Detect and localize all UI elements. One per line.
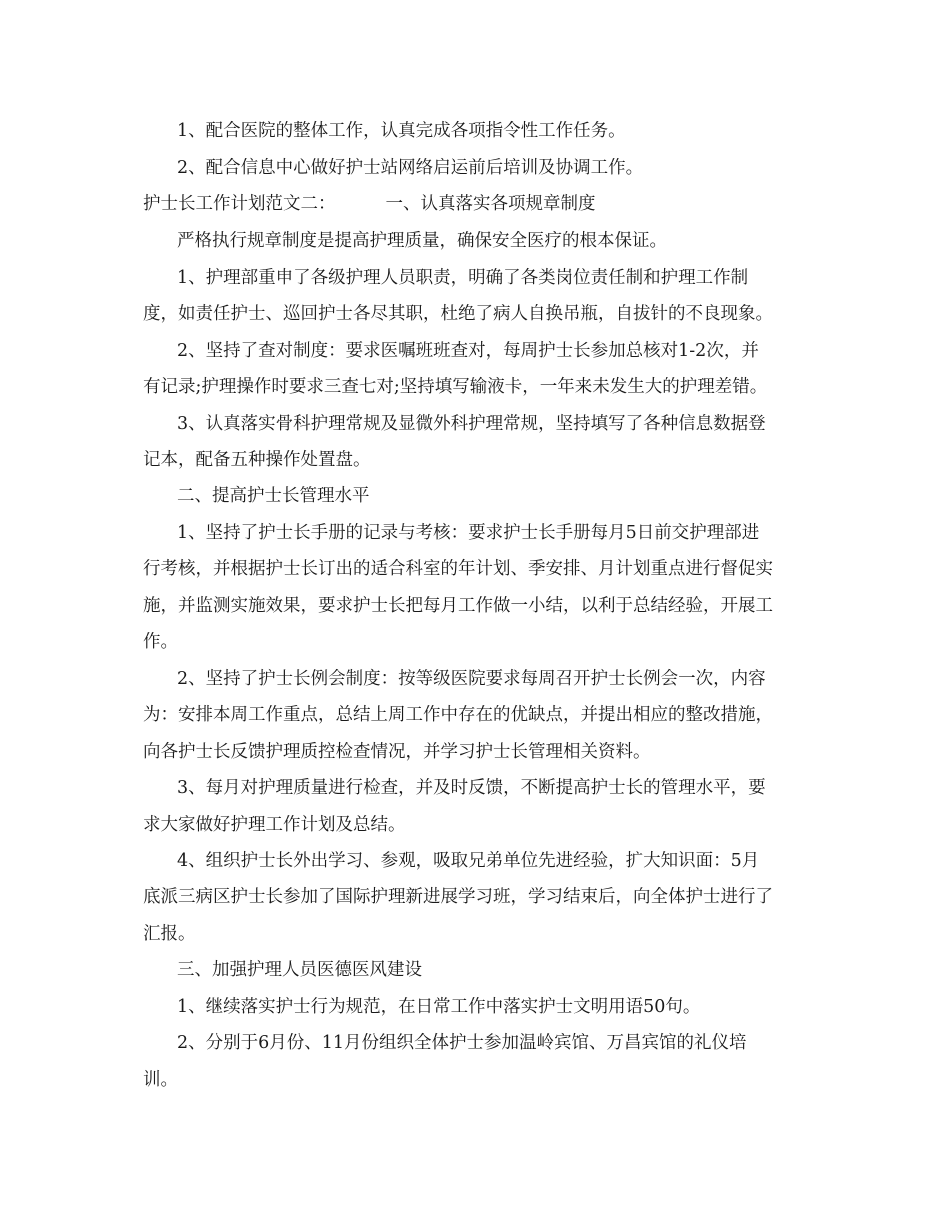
- paragraph-line: 求大家做好护理工作计划及总结。: [143, 815, 406, 835]
- paragraph-line: 底派三病区护士长参加了国际护理新进展学习班，学习结束后，向全体护士进行了: [143, 887, 773, 907]
- paragraph-line: 度，如责任护士、巡回护士各尽其职，杜绝了病人自换吊瓶，自拔针的不良现象。: [143, 304, 773, 324]
- paragraph-line: 1、继续落实护士行为规范，在日常工作中落实护士文明用语50句。: [177, 997, 701, 1017]
- paragraph-line: 1、配合医院的整体工作，认真完成各项指令性工作任务。: [177, 121, 626, 141]
- paragraph-line: 训。: [143, 1070, 178, 1090]
- paragraph-line: 2、配合信息中心做好护士站网络启运前后培训及协调工作。: [177, 158, 644, 178]
- paragraph-line: 为：安排本周工作重点，总结上周工作中存在的优缺点，并提出相应的整改措施，: [143, 705, 773, 725]
- section-title-line: [143, 192, 596, 216]
- paragraph-line: 行考核，并根据护士长订出的适合科室的年计划、季安排、月计划重点进行督促实: [143, 559, 773, 579]
- paragraph-line: 2、坚持了护士长例会制度：按等级医院要求每周召开护士长例会一次，内容: [177, 669, 766, 689]
- paragraph-line: 1、坚持了护士长手册的记录与考核：要求护士长手册每月5日前交护理部进: [177, 523, 760, 543]
- paragraph-line: 3、每月对护理质量进行检查，并及时反馈，不断提高护士长的管理水平，要: [177, 778, 766, 798]
- paragraph-line: 2、分别于6月份、11月份组织全体护士参加温岭宾馆、万昌宾馆的礼仪培: [177, 1033, 747, 1053]
- section-heading: 三、加强护理人员医德医风建设: [177, 960, 422, 980]
- paragraph-line: 有记录;护理操作时要求三查七对;坚持填写输液卡，一年来未发生大的护理差错。: [143, 377, 768, 397]
- paragraph-line: 1、护理部重申了各级护理人员职责，明确了各类岗位责任制和护理工作制: [177, 268, 749, 288]
- section-title: 护士长工作计划范文二：: [143, 194, 336, 214]
- paragraph-line: 严格执行规章制度是提高护理质量，确保安全医疗的根本保证。: [177, 231, 667, 251]
- section-heading: 二、提高护士长管理水平: [177, 486, 370, 506]
- section-heading: 一、认真落实各项规章制度: [385, 194, 596, 214]
- paragraph-line: 施，并监测实施效果，要求护士长把每月工作做一小结，以利于总结经验，开展工: [143, 596, 773, 616]
- paragraph-line: 3、认真落实骨科护理常规及显微外科护理常规，坚持填写了各种信息数据登: [177, 414, 766, 434]
- paragraph-line: 向各护士长反馈护理质控检查情况，并学习护士长管理相关资料。: [143, 742, 651, 762]
- paragraph-line: 记本，配备五种操作处置盘。: [143, 450, 371, 470]
- paragraph-line: 2、坚持了查对制度：要求医嘱班班查对，每周护士长参加总核对1-2次，并: [177, 341, 759, 361]
- paragraph-line: 汇报。: [143, 924, 196, 944]
- paragraph-line: 4、组织护士长外出学习、参观，吸取兄弟单位先进经验，扩大知识面：5月: [177, 851, 760, 871]
- paragraph-line: 作。: [143, 632, 178, 652]
